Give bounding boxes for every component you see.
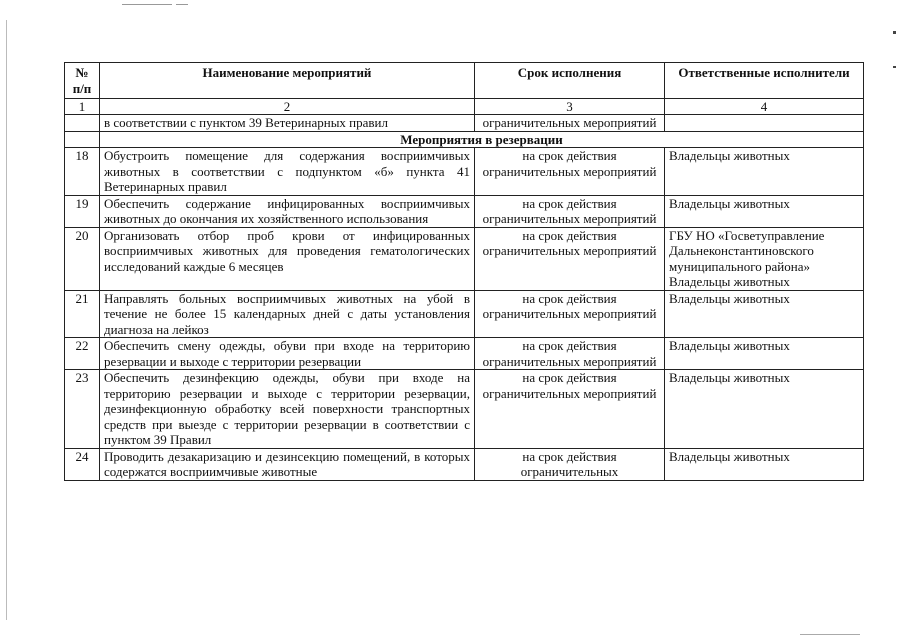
- table-row: [65, 448, 864, 480]
- column-index: 1: [65, 99, 100, 115]
- table-row-continuation: [65, 115, 864, 132]
- table-row: [65, 338, 864, 370]
- row-responsible: [665, 195, 864, 227]
- row-description: в соответствии с пунктом 39 Ветеринарных правил: [100, 115, 475, 132]
- row-description: Обеспечить дезинфекцию одежды, обуви при входе на территорию резервации и выходе с территории резервации, дезинфекционную обработку всей поверхности транспортных средств при выезде с территории резервации в соответствии с пунктом 39 Правил: [100, 370, 475, 449]
- section-spacer: [65, 131, 100, 148]
- responsible-entry: Владельцы животных: [669, 448, 790, 464]
- scan-artifact: [176, 4, 188, 5]
- row-responsible: [665, 115, 864, 132]
- responsible-entry: Владельцы животных: [669, 338, 790, 353]
- row-term: на срок действия ограничительных: [475, 448, 665, 480]
- column-index: 3: [475, 99, 665, 115]
- scan-artifact: [800, 634, 860, 635]
- responsible-entry: ГБУ НО «Госветуправление Дальнеконстантиновского муниципального района»: [669, 227, 825, 274]
- row-number: 23: [65, 370, 100, 449]
- column-index-row: [65, 99, 864, 115]
- row-number: 20: [65, 227, 100, 290]
- row-responsible: [665, 370, 864, 449]
- row-number: 22: [65, 338, 100, 370]
- responsible-entry: Владельцы животных: [669, 195, 790, 211]
- header-num: № п/п: [65, 63, 100, 99]
- header-responsible: Ответственные исполнители: [665, 63, 864, 99]
- row-responsible: [665, 148, 864, 196]
- row-term: на срок действия ограничительных мероприятий: [475, 227, 665, 290]
- row-description: Обустроить помещение для содержания восприимчивых животных в соответствии с подпунктом «б» пункта 41 Ветеринарных правил: [100, 148, 475, 196]
- responsible-entry: Владельцы животных: [669, 370, 790, 385]
- responsible-entry: Владельцы животных: [669, 290, 790, 306]
- header-name: Наименование мероприятий: [100, 63, 475, 99]
- responsible-entry: Владельцы животных: [669, 274, 790, 289]
- row-term: на срок действия ограничительных мероприятий: [475, 195, 665, 227]
- measures-table: [64, 62, 864, 481]
- row-responsible: [665, 290, 864, 338]
- column-index: 4: [665, 99, 864, 115]
- row-number: 21: [65, 290, 100, 338]
- section-row: [65, 131, 864, 148]
- row-number: 18: [65, 148, 100, 196]
- row-term: ограничительных мероприятий: [475, 115, 665, 132]
- row-term: на срок действия ограничительных мероприятий: [475, 290, 665, 338]
- responsible-entry: Владельцы животных: [669, 148, 790, 163]
- scan-artifact: [122, 4, 172, 5]
- scan-artifact: [6, 20, 7, 620]
- table-row: [65, 227, 864, 290]
- row-number: [65, 115, 100, 132]
- column-index: 2: [100, 99, 475, 115]
- section-title: Мероприятия в резервации: [100, 131, 864, 148]
- scan-artifact: [893, 31, 896, 34]
- row-description: Организовать отбор проб крови от инфицированных восприимчивых животных для проведения гематологических исследований каждые 6 месяцев: [100, 227, 475, 290]
- row-responsible: [665, 338, 864, 370]
- row-term: на срок действия ограничительных мероприятий: [475, 370, 665, 449]
- table-row: [65, 148, 864, 196]
- row-description: Обеспечить содержание инфицированных восприимчивых животных до окончания их хозяйственного использования: [100, 195, 475, 227]
- table-row: [65, 290, 864, 338]
- header-term: Срок исполнения: [475, 63, 665, 99]
- row-number: 19: [65, 195, 100, 227]
- row-responsible: [665, 448, 864, 480]
- row-description: Направлять больных восприимчивых животных на убой в течение не более 15 календарных дней с даты установления диагноза на лейкоз: [100, 290, 475, 338]
- table-row: [65, 370, 864, 449]
- scan-artifact: [893, 66, 896, 68]
- row-number: 24: [65, 448, 100, 480]
- row-description: Обеспечить смену одежды, обуви при входе на территорию резервации и выходе с территории резервации: [100, 338, 475, 370]
- row-responsible: [665, 227, 864, 290]
- row-description: Проводить дезакаризацию и дезинсекцию помещений, в которых содержатся восприимчивые животные: [100, 448, 475, 480]
- table-row: [65, 195, 864, 227]
- row-term: на срок действия ограничительных мероприятий: [475, 338, 665, 370]
- table-header-row: [65, 63, 864, 99]
- row-term: на срок действия ограничительных мероприятий: [475, 148, 665, 196]
